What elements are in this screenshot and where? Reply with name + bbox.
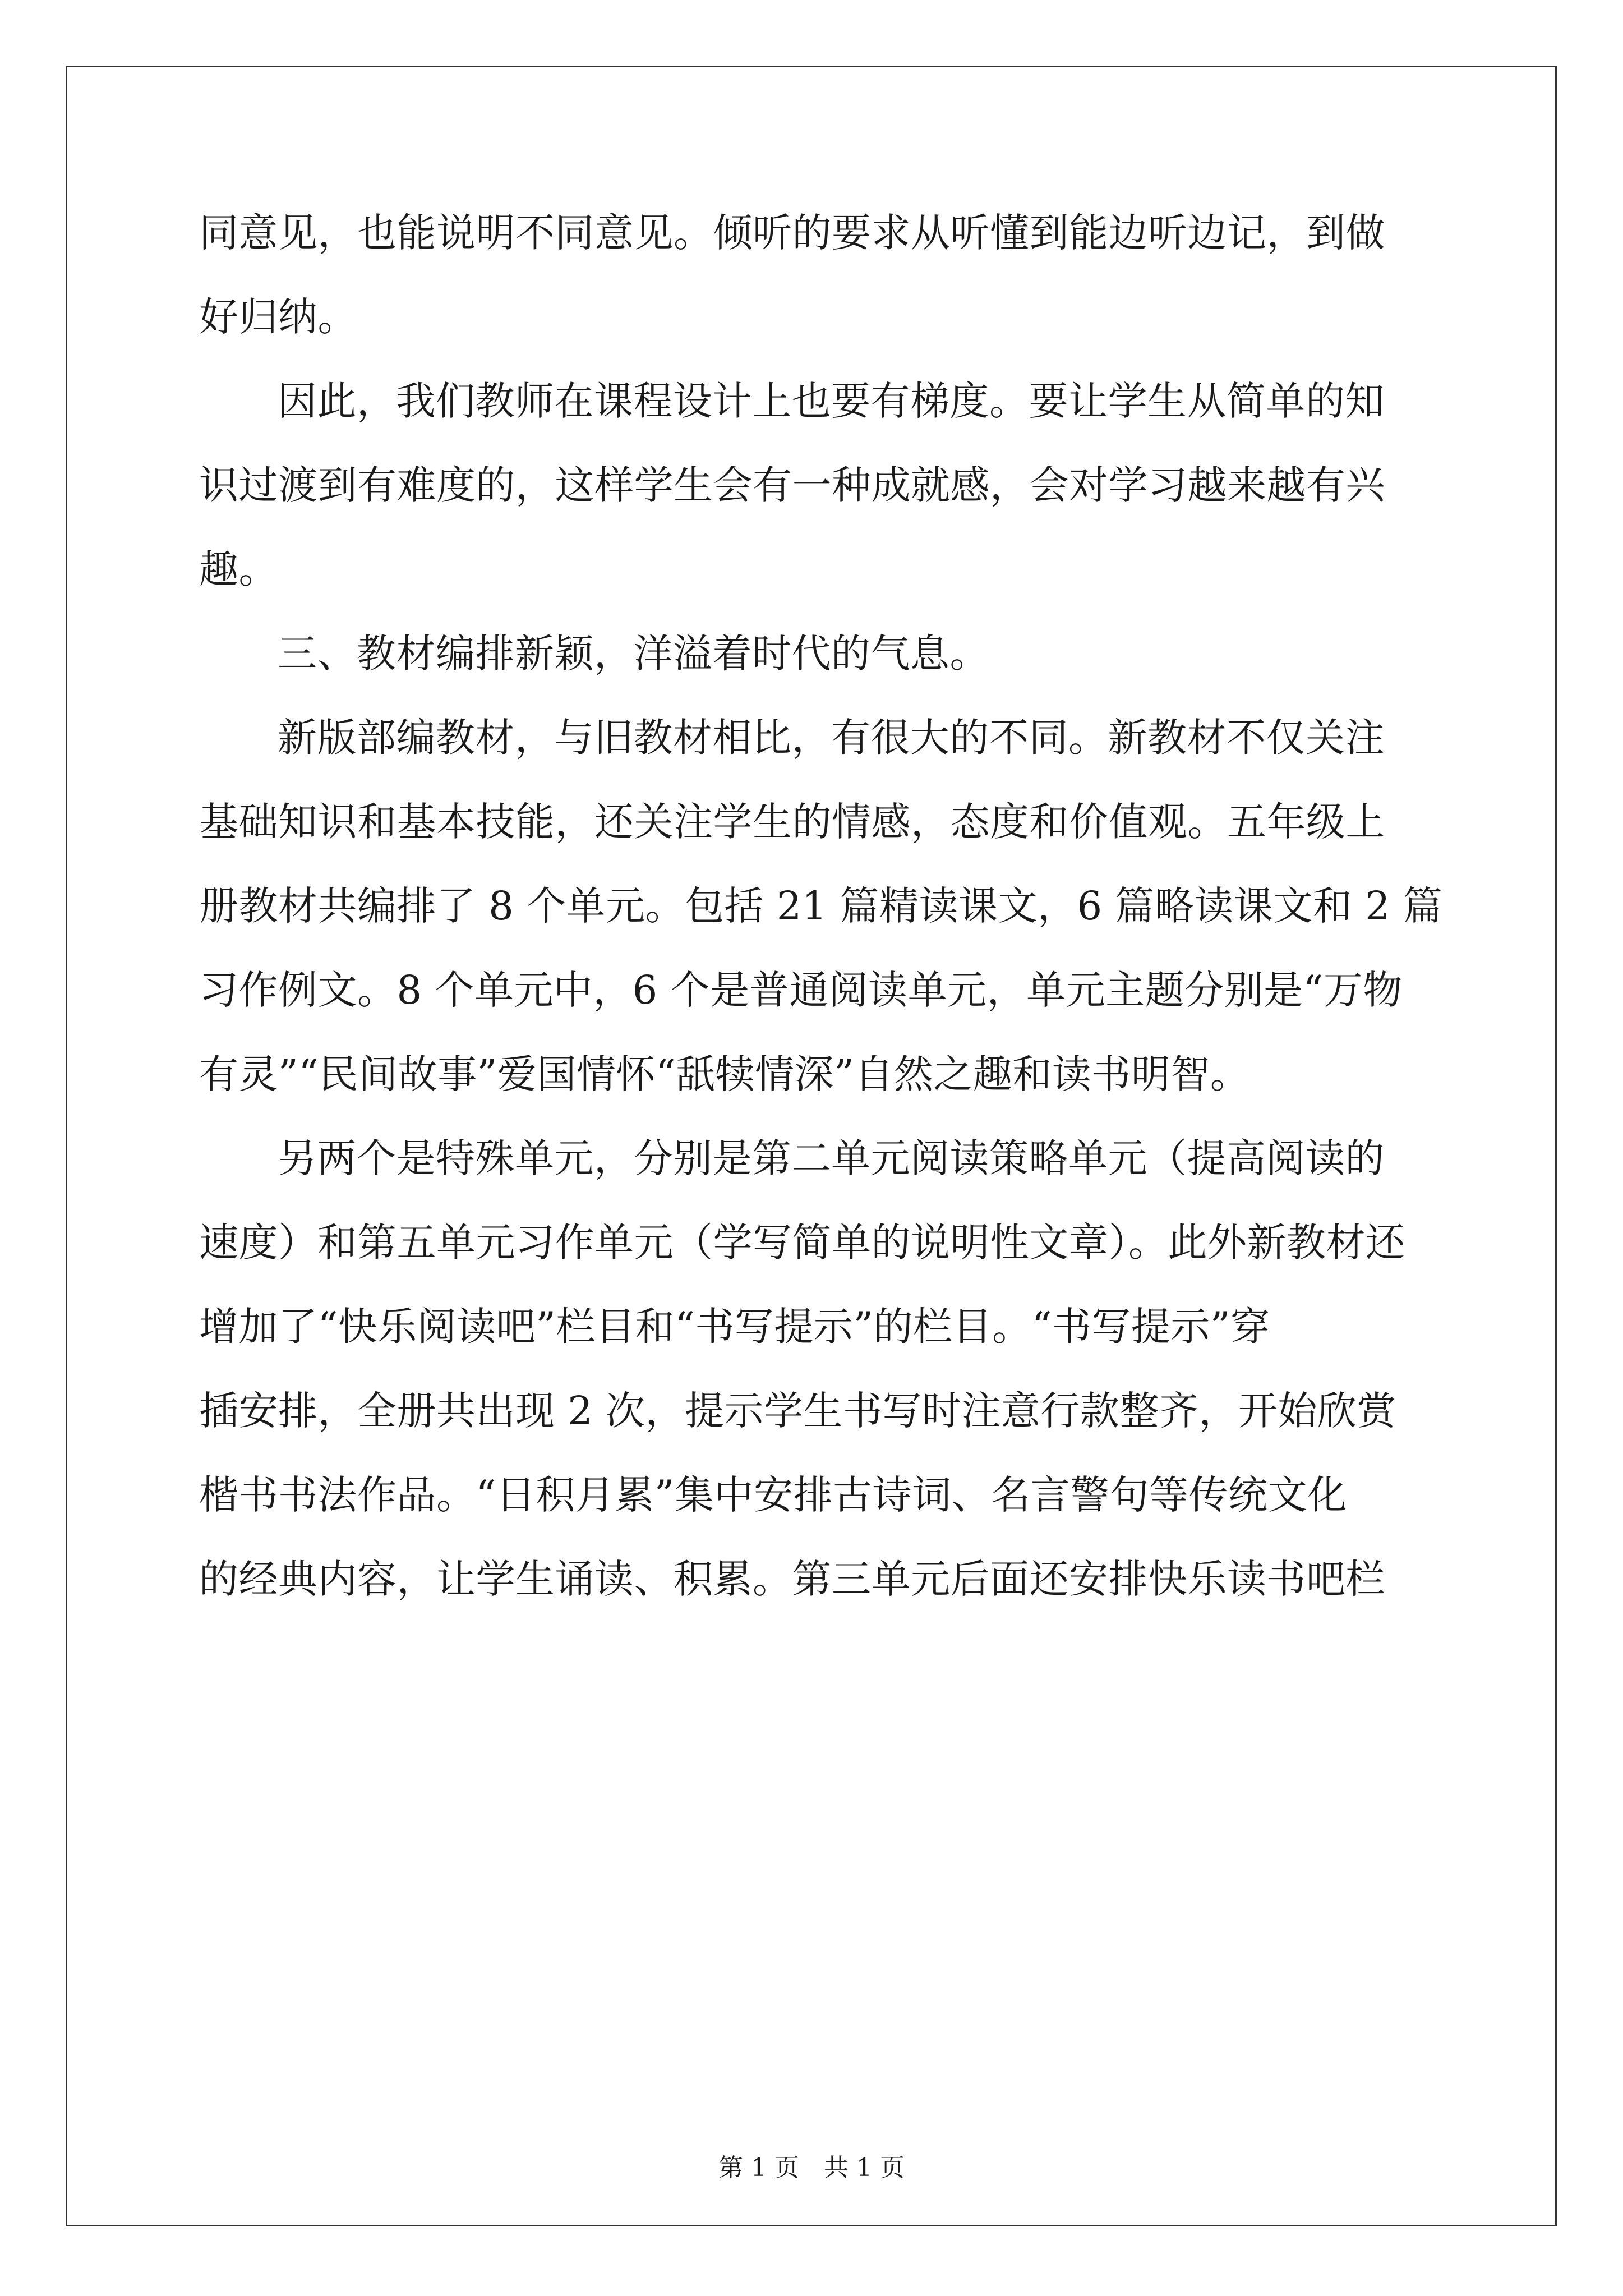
text-line: 基础知识和基本技能，还关注学生的情感，态度和价值观。五年级上	[199, 799, 1385, 845]
text-line: 同意见，也能说明不同意见。倾听的要求从听懂到能边听边记，到做	[199, 210, 1385, 256]
page-number: 第 1 页 共 1 页	[718, 2154, 905, 2182]
text-line: 趣。	[199, 546, 278, 592]
paragraph-start: 新版部编教材，与旧教材相比，有很大的不同。新教材不仅关注	[278, 715, 1385, 761]
text-line: 的经典内容，让学生诵读、积累。第三单元后面还安排快乐读书吧栏	[199, 1556, 1385, 1602]
text-line: 册教材共编排了 8 个单元。包括 21 篇精读课文，6 篇略读课文和 2 篇	[199, 883, 1443, 929]
text-line: 有灵”“民间故事”爱国情怀“舐犊情深”自然之趣和读书明智。	[199, 1051, 1250, 1097]
text-line: 好归纳。	[199, 294, 357, 340]
text-line: 速度）和第五单元习作单元（学写简单的说明性文章）。此外新教材还	[199, 1220, 1405, 1266]
section-heading: 三、教材编排新颖，洋溢着时代的气息。	[278, 631, 989, 677]
text-line: 增加了“快乐阅读吧”栏目和“书写提示”的栏目。“书写提示”穿	[199, 1304, 1270, 1350]
paragraph-start: 因此，我们教师在课程设计上也要有梯度。要让学生从简单的知	[278, 378, 1385, 424]
text-line: 习作例文。8 个单元中，6 个是普通阅读单元，单元主题分别是“万物	[199, 967, 1403, 1013]
text-line: 识过渡到有难度的，这样学生会有一种成就感，会对学习越来越有兴	[199, 462, 1385, 508]
text-line: 插安排，全册共出现 2 次，提示学生书写时注意行款整齐，开始欣赏	[199, 1388, 1397, 1434]
document-body	[199, 191, 1443, 1621]
text-line: 楷书书法作品。“日积月累”集中安排古诗词、名言警句等传统文化	[199, 1472, 1347, 1518]
paragraph-start: 另两个是特殊单元，分别是第二单元阅读策略单元（提高阅读的	[278, 1135, 1385, 1181]
